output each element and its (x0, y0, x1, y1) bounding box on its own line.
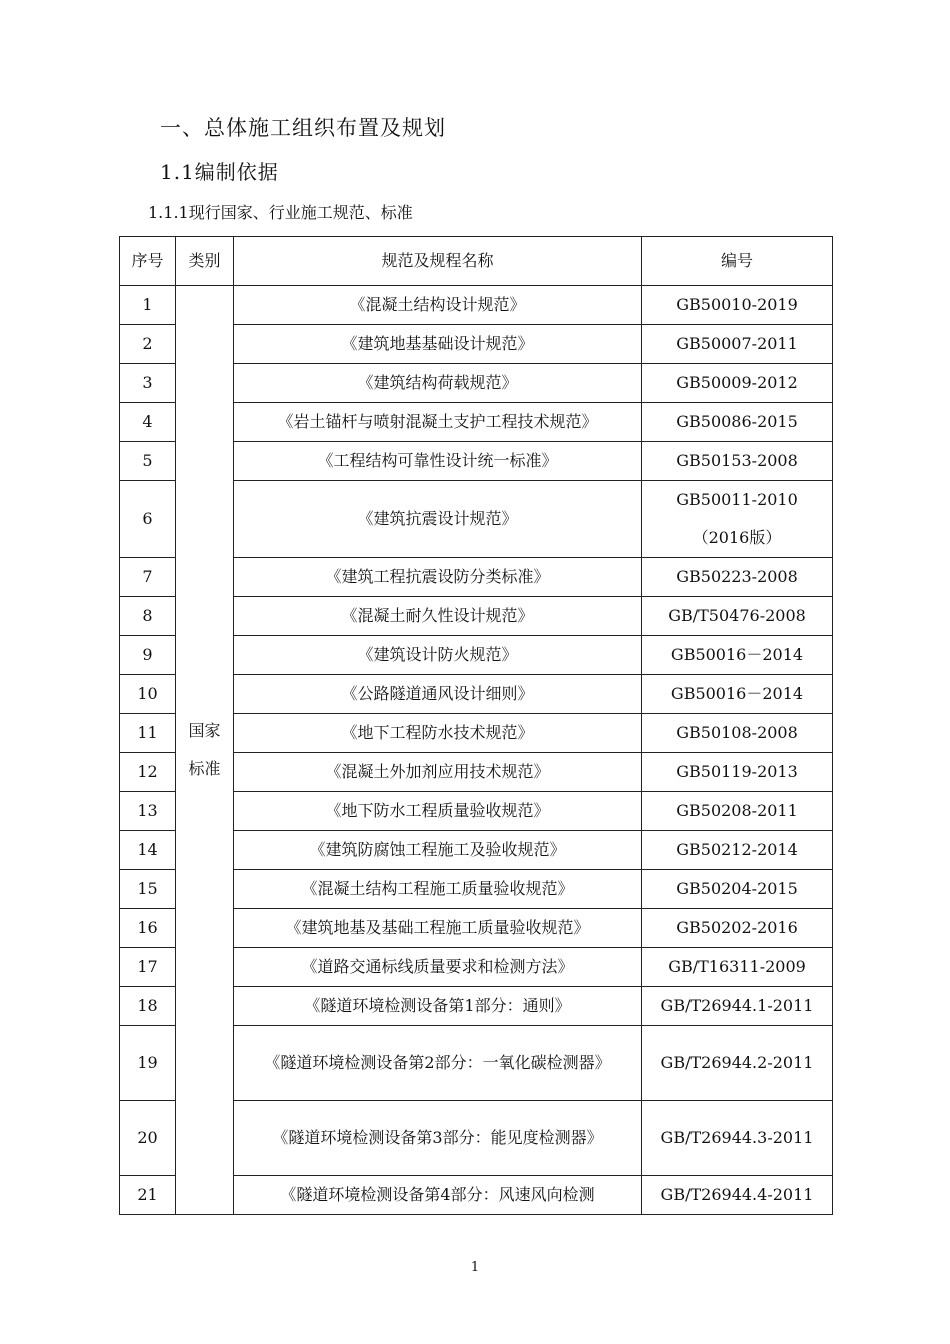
header-code: 编号 (642, 237, 833, 286)
standard-name: 《建筑结构荷载规范》 (234, 364, 642, 403)
standard-name: 《建筑工程抗震设防分类标准》 (234, 558, 642, 597)
standard-name: 《混凝土结构设计规范》 (234, 286, 642, 325)
standard-code: GB50086-2015 (642, 403, 833, 442)
standard-code: GB/T26944.4-2011 (642, 1176, 833, 1215)
standard-name: 《隧道环境检测设备第2部分：一氧化碳检测器》 (234, 1026, 642, 1101)
table-row (120, 286, 833, 325)
category-cell: 国家标准 (176, 286, 234, 1215)
row-number: 8 (120, 597, 176, 636)
row-number: 1 (120, 286, 176, 325)
standard-code: GB50119-2013 (642, 753, 833, 792)
row-number: 9 (120, 636, 176, 675)
standard-name: 《建筑地基基础设计规范》 (234, 325, 642, 364)
standard-code: GB50212-2014 (642, 831, 833, 870)
standard-code: GB50223-2008 (642, 558, 833, 597)
row-number: 14 (120, 831, 176, 870)
standard-code: GB50007-2011 (642, 325, 833, 364)
row-number: 7 (120, 558, 176, 597)
standard-code: GB50108-2008 (642, 714, 833, 753)
row-number: 15 (120, 870, 176, 909)
table-header-row (120, 237, 833, 286)
standard-name: 《建筑抗震设计规范》 (234, 481, 642, 558)
standard-code: GB50016－2014 (642, 636, 833, 675)
standard-code: GB50010-2019 (642, 286, 833, 325)
section-heading: 一、总体施工组织布置及规划 (160, 116, 446, 140)
standard-code: GB50153-2008 (642, 442, 833, 481)
standard-name: 《隧道环境检测设备第3部分：能见度检测器》 (234, 1101, 642, 1176)
row-number: 4 (120, 403, 176, 442)
row-number: 18 (120, 987, 176, 1026)
standard-name: 《地下工程防水技术规范》 (234, 714, 642, 753)
row-number: 10 (120, 675, 176, 714)
row-number: 11 (120, 714, 176, 753)
row-number: 6 (120, 481, 176, 558)
standard-code: GB50009-2012 (642, 364, 833, 403)
standard-name: 《混凝土外加剂应用技术规范》 (234, 753, 642, 792)
standard-code: GB50208-2011 (642, 792, 833, 831)
header-name: 规范及规程名称 (234, 237, 642, 286)
standard-name: 《建筑地基及基础工程施工质量验收规范》 (234, 909, 642, 948)
row-number: 13 (120, 792, 176, 831)
row-number: 20 (120, 1101, 176, 1176)
header-no: 序号 (120, 237, 176, 286)
standard-name: 《混凝土耐久性设计规范》 (234, 597, 642, 636)
page-number: 1 (470, 1260, 480, 1275)
standards-table (119, 236, 833, 1215)
standard-name: 《隧道环境检测设备第1部分：通则》 (234, 987, 642, 1026)
standard-name: 《混凝土结构工程施工质量验收规范》 (234, 870, 642, 909)
standard-code: GB/T26944.1-2011 (642, 987, 833, 1026)
standard-code: GB50011-2010（2016版） (642, 481, 833, 558)
sub-subsection-heading: 1.1.1现行国家、行业施工规范、标准 (148, 203, 413, 222)
row-number: 3 (120, 364, 176, 403)
standard-name: 《地下防水工程质量验收规范》 (234, 792, 642, 831)
header-category: 类别 (176, 237, 234, 286)
standard-name: 《公路隧道通风设计细则》 (234, 675, 642, 714)
standard-name: 《隧道环境检测设备第4部分：风速风向检测 (234, 1176, 642, 1215)
subsection-heading: 1.1编制依据 (160, 160, 279, 184)
row-number: 21 (120, 1176, 176, 1215)
standard-code: GB/T50476-2008 (642, 597, 833, 636)
standard-name: 《建筑设计防火规范》 (234, 636, 642, 675)
row-number: 17 (120, 948, 176, 987)
row-number: 12 (120, 753, 176, 792)
standard-name: 《工程结构可靠性设计统一标准》 (234, 442, 642, 481)
standard-code: GB50016－2014 (642, 675, 833, 714)
standard-code: GB50204-2015 (642, 870, 833, 909)
standard-code: GB/T26944.3-2011 (642, 1101, 833, 1176)
row-number: 16 (120, 909, 176, 948)
standard-name: 《道路交通标线质量要求和检测方法》 (234, 948, 642, 987)
row-number: 5 (120, 442, 176, 481)
row-number: 2 (120, 325, 176, 364)
standard-name: 《建筑防腐蚀工程施工及验收规范》 (234, 831, 642, 870)
standard-name: 《岩土锚杆与喷射混凝土支护工程技术规范》 (234, 403, 642, 442)
standard-code: GB/T16311-2009 (642, 948, 833, 987)
standard-code: GB50202-2016 (642, 909, 833, 948)
row-number: 19 (120, 1026, 176, 1101)
standard-code: GB/T26944.2-2011 (642, 1026, 833, 1101)
